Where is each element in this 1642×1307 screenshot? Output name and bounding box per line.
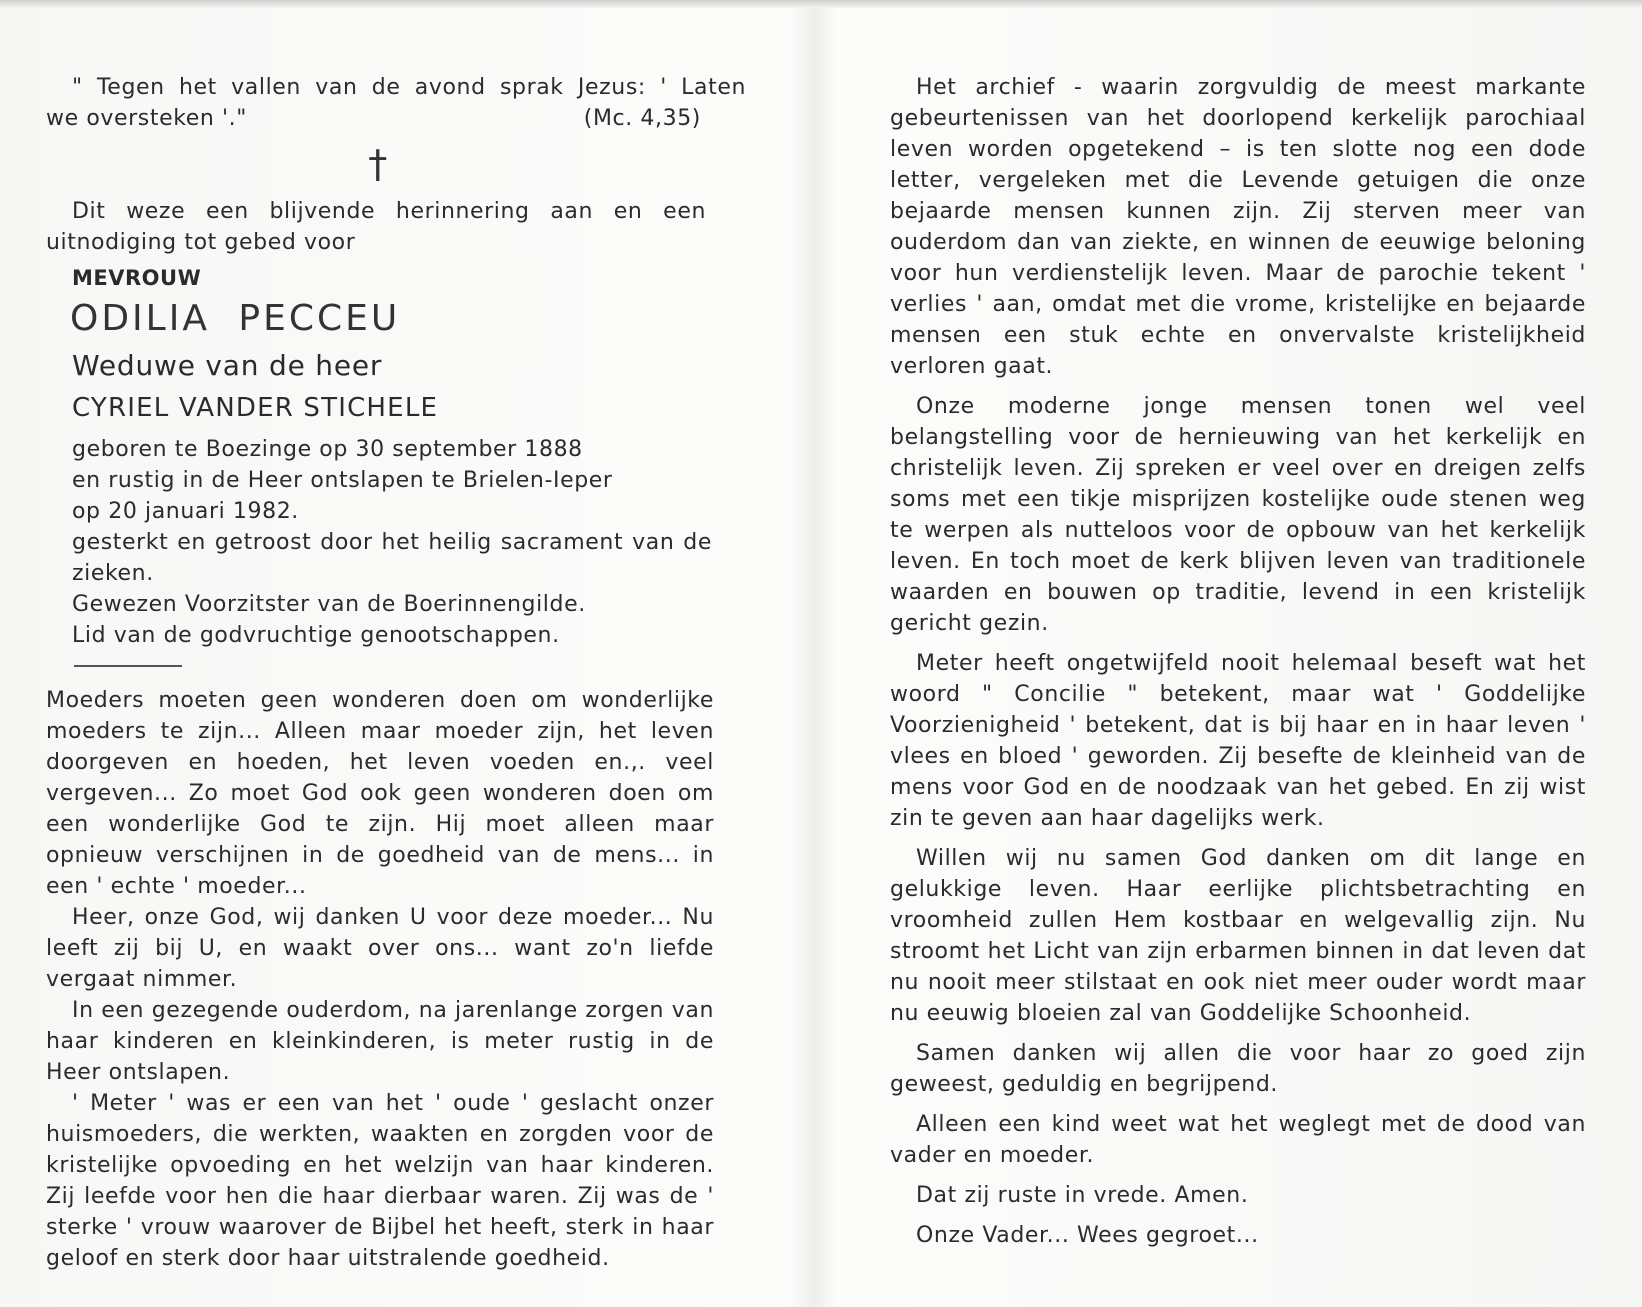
card-top-edge xyxy=(0,0,1642,8)
sacrament-line: gesterkt en getroost door het heilig sacrament van de zieken. xyxy=(72,530,712,586)
widow-line: Weduwe van de heer xyxy=(72,349,383,382)
member-line: Lid van de godvruchtige genootschappen. xyxy=(72,623,560,648)
paragraph: Moeders moeten geen wonderen doen om wonderlijke moeders te zijn... Alleen maar moeder zijn, het leven doorgeven en hoeden, het leven voeden en.,. veel vergeven... Zo moet God ook geen wonderen doen om een wonderlijke God te zijn. Hij moet alleen maar opnieuw verschijnen in de goedheid van de mens... in een ' echte ' moeder... xyxy=(46,688,714,899)
closing-prayer: Dat zij ruste in vrede. Amen. xyxy=(916,1183,1249,1208)
invitation-text: Dit weze een blijvende herinnering aan en een uitnodiging tot gebed voor xyxy=(46,199,706,255)
right-body-text xyxy=(890,72,1586,1251)
death-line: en rustig in de Heer ontslapen te Brielen-Ieper xyxy=(72,468,613,493)
paragraph: Samen danken wij allen die voor haar zo goed zijn geweest, geduldig en begrijpend. xyxy=(890,1041,1586,1097)
paragraph: Heer, onze God, wij danken U voor deze moeder... Nu leeft zij bij U, en waakt over ons... want zo'n liefde vergaat nimmer. xyxy=(46,905,714,992)
paragraph: Onze moderne jonge mensen tonen wel veel belangstelling voor de hernieuwing van het kerkelijk en christelijk leven. Zij spreken er veel over en dreigen zelfs soms met een tikje misprijzen kostelijke oude stenen weg te werpen als nutteloos voor de opbouw van het kerkelijk leven. En toch moet de kerk blijven leven van traditionele waarden en bouwen op traditie, levend in een kristelijk gericht gezin. xyxy=(890,394,1586,636)
closing-prayer: Onze Vader... Wees gegroet... xyxy=(916,1223,1259,1248)
death-date-line: op 20 januari 1982. xyxy=(72,499,299,524)
deceased-name: ODILIA PECCEU xyxy=(70,298,401,339)
quote-line-2 xyxy=(46,103,701,134)
quote-line-1: " Tegen het vallen van de avond sprak Jezus: ' Laten xyxy=(72,75,746,100)
left-column xyxy=(46,72,746,1274)
birth-line: geboren te Boezinge op 30 september 1888 xyxy=(72,437,583,462)
paragraph: In een gezegende ouderdom, na jarenlange zorgen van haar kinderen en kleinkinderen, is meter rustig in de Heer ontslapen. xyxy=(46,998,714,1085)
husband-name: CYRIEL VANDER STICHELE xyxy=(72,393,439,423)
honorific-title: MEVROUW xyxy=(72,266,202,290)
cross-icon: † xyxy=(368,142,388,186)
left-body-text xyxy=(46,685,714,1274)
paragraph: Willen wij nu samen God danken om dit lange en gelukkige leven. Haar eerlijke plichtsbetrachting en vroomheid zullen Hem kostbaar en welgevallig zijn. Nu stroomt het Licht van zijn erbarmen binnen in dat leven dat nu nooit meer stilstaat en ook niet meer ouder wordt maar nu eeuwig bloeien zal van Goddelijke Schoonheid. xyxy=(890,846,1586,1026)
quote-reference: (Mc. 4,35) xyxy=(583,106,701,131)
paragraph: ' Meter ' was er een van het ' oude ' geslacht onzer huismoeders, die werkten, waakten en zorgden voor de kristelijke opvoeding en het welzijn van haar kinderen. Zij leefde voor hen die haar dierbaar waren. Zij was de ' sterke ' vrouw waarover de Bijbel het heeft, sterk in haar geloof en sterk door haar uitstralende goedheid. xyxy=(46,1091,714,1271)
quote-text-end: we oversteken '." xyxy=(46,106,247,131)
role-line: Gewezen Voorzitster van de Boerinnengilde. xyxy=(72,592,586,617)
divider-rule xyxy=(74,665,182,667)
paragraph: Alleen een kind weet wat het weglegt met de dood van vader en moeder. xyxy=(890,1112,1586,1168)
paragraph: Meter heeft ongetwijfeld nooit helemaal beseft wat het woord " Concilie " betekent, maar wat ' Goddelijke Voorzienigheid ' betekent, dat is bij haar en in haar leven ' vlees en bloed ' geworden. Zij besefte de kleinheid van de mens voor God en de noodzaak van het gebed. En zij wist zin te geven aan haar dagelijks werk. xyxy=(890,651,1586,831)
right-column xyxy=(890,72,1590,1251)
biography-block xyxy=(72,434,712,651)
paragraph: Het archief - waarin zorgvuldig de meest markante gebeurtenissen van het doorlopend kerkelijk parochiaal leven worden opgetekend – is ten slotte nog een dode letter, vergeleken met die Levende getuigen die onze bejaarde mensen kunnen zijn. Zij sterven meer van ouderdom dan van ziekte, en winnen de eeuwige beloning voor hun verdienstelijk leven. Maar de parochie tekent ' verlies ' aan, omdat met die vrome, kristelijke en bejaarde mensen een stuk echte en onvervalste kristelijkheid verloren gaat. xyxy=(890,75,1586,379)
